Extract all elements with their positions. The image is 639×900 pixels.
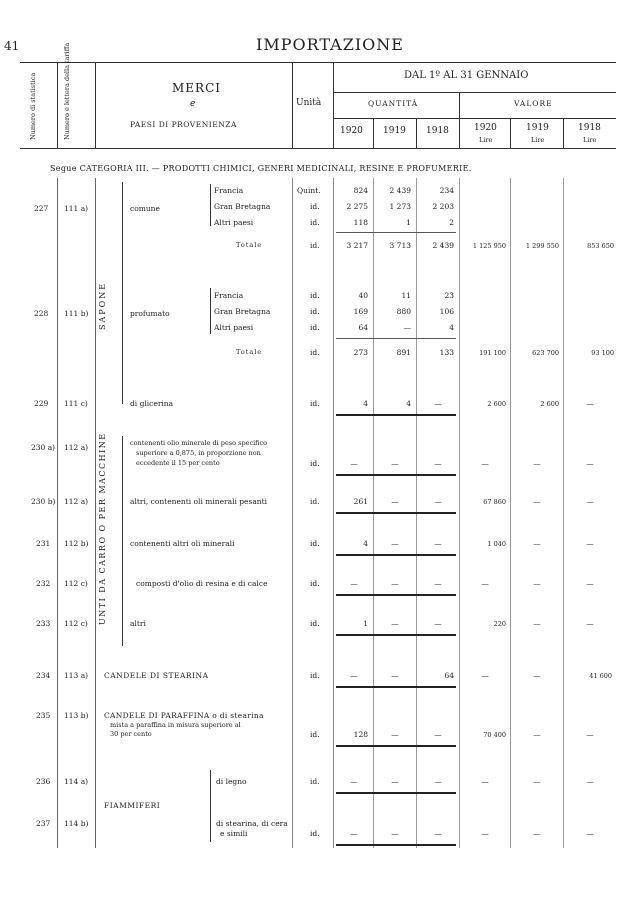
row-num: 231 xyxy=(36,539,51,548)
qty-1918: 64 xyxy=(444,671,454,680)
row-tariff: 112 c) xyxy=(64,579,88,588)
unit: id. xyxy=(310,291,320,300)
row-merce-line: di stearina, di cera xyxy=(216,819,288,828)
qty-1918: — xyxy=(434,579,442,588)
val-1920: 2 600 xyxy=(487,400,506,408)
val-1918: 93 100 xyxy=(591,349,614,357)
total-rule xyxy=(336,686,456,688)
country: Gran Bretagna xyxy=(214,307,271,316)
val-1919: 623 700 xyxy=(532,349,559,357)
sub-bracket xyxy=(210,770,211,842)
val-1920: 220 xyxy=(493,620,506,628)
qty-1919: 11 xyxy=(401,291,411,300)
group-bracket-unti xyxy=(122,436,123,646)
val-1920: — xyxy=(481,579,489,588)
total-rule xyxy=(336,844,456,846)
unit: id. xyxy=(310,202,320,211)
qty-1920: 40 xyxy=(358,291,368,300)
header-divider xyxy=(563,118,564,148)
e-heading: e xyxy=(190,99,196,109)
year-v-1920: 1920 xyxy=(474,123,497,133)
qty-1920: — xyxy=(350,579,358,588)
row-tariff: 111 c) xyxy=(64,399,88,408)
unit: id. xyxy=(310,539,320,548)
val-1919: 1 299 550 xyxy=(525,242,559,250)
country: Altri paesi xyxy=(214,323,254,332)
header-bottom-rule xyxy=(20,148,616,149)
qty-1919: — xyxy=(403,323,411,332)
qty-1918: — xyxy=(434,777,442,786)
header-divider xyxy=(95,62,96,148)
val-1918: — xyxy=(586,619,594,628)
row-num: 230 b) xyxy=(31,497,56,506)
group-label-sapone: SAPONE xyxy=(98,281,107,330)
val-1919: — xyxy=(533,497,541,506)
val-1918: 41 600 xyxy=(589,672,612,680)
qty-1920: 261 xyxy=(353,497,368,506)
row-merce-line: eccedente il 15 per cento xyxy=(136,459,220,467)
val-1919: — xyxy=(533,671,541,680)
qty-1918: — xyxy=(434,730,442,739)
row-merce: altri, contenenti oli minerali pesanti xyxy=(130,497,268,506)
qty-1919: — xyxy=(391,671,399,680)
lire-label: Lire xyxy=(479,136,493,144)
qty-1920: 169 xyxy=(353,307,368,316)
total-rule xyxy=(336,512,456,514)
country: Francia xyxy=(214,186,244,195)
val-1919: — xyxy=(533,730,541,739)
val-1919: — xyxy=(533,829,541,838)
body-rule xyxy=(333,178,334,848)
row-merce-line: CANDELE DI PARAFFINA o di stearina xyxy=(104,711,264,720)
qty-1919: 2 439 xyxy=(389,186,411,195)
row-tariff: 113 b) xyxy=(64,711,89,720)
header-divider xyxy=(416,118,417,148)
quantita-heading: QUANTITÀ xyxy=(368,99,419,108)
row-merce: contenenti altri oli minerali xyxy=(130,539,235,548)
qty-1919: — xyxy=(391,619,399,628)
val-1920: — xyxy=(481,777,489,786)
merci-heading: MERCI xyxy=(172,81,222,95)
qty-1920: — xyxy=(350,459,358,468)
qty-1920: — xyxy=(350,671,358,680)
row-tariff: 111 a) xyxy=(64,204,89,213)
row-num: 233 xyxy=(36,619,51,628)
qty-1918: 2 xyxy=(449,218,454,227)
val-1920: 191 100 xyxy=(479,349,506,357)
totale-label: Totale xyxy=(236,348,263,356)
qty-1918: 2 439 xyxy=(432,241,454,250)
qty-1919: 3 713 xyxy=(389,241,411,250)
unit: id. xyxy=(310,829,320,838)
row-tariff: 112 a) xyxy=(64,497,89,506)
row-merce-line: mista a paraffina in misura superiore al xyxy=(110,721,241,729)
row-tariff: 114 b) xyxy=(64,819,89,828)
body-rule xyxy=(563,178,564,848)
unit: id. xyxy=(310,348,320,357)
row-num: 236 xyxy=(36,777,51,786)
qty-1918: — xyxy=(434,619,442,628)
val-1918: 853 650 xyxy=(587,242,614,250)
qty-1918: 106 xyxy=(439,307,454,316)
sub-bracket xyxy=(210,184,211,226)
qty-1919: 880 xyxy=(396,307,411,316)
val-1918: — xyxy=(586,539,594,548)
val-1918: — xyxy=(586,459,594,468)
qty-1918: — xyxy=(434,399,442,408)
qty-1918: — xyxy=(434,829,442,838)
qty-1918: 133 xyxy=(439,348,454,357)
val-1920: 1 040 xyxy=(487,540,506,548)
unit: id. xyxy=(310,218,320,227)
row-tariff: 112 b) xyxy=(64,539,89,548)
val-1920: — xyxy=(481,829,489,838)
unit: id. xyxy=(310,399,320,408)
row-num: 228 xyxy=(34,309,49,318)
qty-1919: — xyxy=(391,579,399,588)
valore-heading: VALORE xyxy=(514,99,553,108)
subtotal-rule xyxy=(336,232,456,233)
unit: id. xyxy=(310,730,320,739)
total-rule xyxy=(336,634,456,636)
year-v-1918: 1918 xyxy=(578,123,601,133)
qty-1920: 64 xyxy=(358,323,368,332)
year-q-1920: 1920 xyxy=(340,126,363,136)
lire-label: Lire xyxy=(583,136,597,144)
qty-1920: 4 xyxy=(363,399,368,408)
qty-1919: 1 273 xyxy=(389,202,411,211)
qty-1918: — xyxy=(434,497,442,506)
period-heading: DAL 1º AL 31 GENNAIO xyxy=(404,70,529,81)
sub-bracket xyxy=(210,288,211,334)
total-rule xyxy=(336,745,456,747)
val-1919: 2 600 xyxy=(540,400,559,408)
val-1918: — xyxy=(586,497,594,506)
header-divider xyxy=(333,62,334,148)
row-num: 234 xyxy=(36,671,51,680)
qty-1918: — xyxy=(434,539,442,548)
row-tariff: 114 a) xyxy=(64,777,89,786)
group-bracket-sapone xyxy=(122,182,123,404)
unit: id. xyxy=(310,241,320,250)
qty-1919: — xyxy=(391,730,399,739)
val-1918: — xyxy=(586,399,594,408)
qty-1919: 891 xyxy=(396,348,411,357)
group-label-unti: UNTI DA CARRO O PER MACCHINE xyxy=(98,432,107,625)
body-rule xyxy=(510,178,511,848)
year-q-1919: 1919 xyxy=(383,126,406,136)
page-number: 41 xyxy=(4,39,20,53)
qty-1918: 234 xyxy=(439,186,454,195)
val-1920: — xyxy=(481,459,489,468)
header-divider xyxy=(57,62,58,148)
header-divider xyxy=(459,92,460,148)
qty-1918: 4 xyxy=(449,323,454,332)
country: Gran Bretagna xyxy=(214,202,271,211)
val-1918: — xyxy=(586,777,594,786)
qty-1919: — xyxy=(391,539,399,548)
qty-1919: — xyxy=(391,777,399,786)
paesi-heading: PAESI DI PROVENIENZA xyxy=(130,120,237,129)
qty-1920: 3 217 xyxy=(346,241,368,250)
year-q-1918: 1918 xyxy=(426,126,449,136)
total-rule xyxy=(336,792,456,794)
unit: id. xyxy=(310,671,320,680)
val-1918: — xyxy=(586,579,594,588)
total-rule xyxy=(336,594,456,596)
total-rule xyxy=(336,554,456,556)
qty-1919: 4 xyxy=(406,399,411,408)
qty-1920: 824 xyxy=(353,186,368,195)
qty-1920: — xyxy=(350,777,358,786)
row-merce: profumato xyxy=(130,309,170,318)
header-divider xyxy=(373,118,374,148)
header-divider xyxy=(510,118,511,148)
unit: id. xyxy=(310,777,320,786)
row-merce-line: 30 per cento xyxy=(110,730,152,738)
years-rule xyxy=(333,118,616,119)
row-tariff: 111 b) xyxy=(64,309,89,318)
group-label-fiammiferi: FIAMMIFERI xyxy=(104,801,161,810)
unita-heading: Unità xyxy=(296,98,322,108)
unit: id. xyxy=(310,619,320,628)
category-heading: Segue CATEGORIA III. — PRODOTTI CHIMICI, GENERI MEDICINALI, RESINE E PROFUMERIE. xyxy=(50,164,472,173)
val-1918: — xyxy=(586,730,594,739)
val-1920: 1 125 950 xyxy=(472,242,506,250)
row-merce-line: contenenti olio minerale di peso specifico xyxy=(130,439,268,447)
qty-1920: 2 275 xyxy=(346,202,368,211)
unit: Quint. xyxy=(297,186,321,195)
row-merce: di legno xyxy=(216,777,247,786)
row-num: 237 xyxy=(36,819,51,828)
qty-1920: 4 xyxy=(363,539,368,548)
val-1918: — xyxy=(586,829,594,838)
row-num: 227 xyxy=(34,204,49,213)
val-1919: — xyxy=(533,539,541,548)
qty-1920: 128 xyxy=(353,730,368,739)
total-rule xyxy=(336,474,456,476)
val-1920: 70 400 xyxy=(483,731,506,739)
qty-1920: 273 xyxy=(353,348,368,357)
qty-1920: 1 xyxy=(363,619,368,628)
unit: id. xyxy=(310,579,320,588)
val-1919: — xyxy=(533,619,541,628)
val-1919: — xyxy=(533,777,541,786)
body-rule xyxy=(459,178,460,848)
qty-1919: — xyxy=(391,497,399,506)
val-1919: — xyxy=(533,459,541,468)
unit: id. xyxy=(310,323,320,332)
row-tariff: 112 a) xyxy=(64,443,89,452)
row-merce: comune xyxy=(130,204,160,213)
row-merce: CANDELE DI STEARINA xyxy=(104,671,209,680)
page-title: IMPORTAZIONE xyxy=(256,35,404,54)
qty-1918: — xyxy=(434,459,442,468)
col-header-numero-statistica: Numero di statistica xyxy=(29,72,37,140)
totale-label: Totale xyxy=(236,241,263,249)
qty-1919: — xyxy=(391,459,399,468)
qty-1918: 23 xyxy=(444,291,454,300)
row-merce-line: superiore a 0,875, in proporzione non xyxy=(136,449,261,457)
row-num: 229 xyxy=(34,399,49,408)
qty-1919: 1 xyxy=(406,218,411,227)
header-top-rule xyxy=(20,62,616,63)
val-1920: — xyxy=(481,671,489,680)
body-rule xyxy=(57,178,58,848)
row-merce-line: e simili xyxy=(220,829,248,838)
row-merce: composti d'olio di resina e di calce xyxy=(136,579,268,588)
qty-1920: — xyxy=(350,829,358,838)
period-rule xyxy=(333,92,616,93)
qty-1918: 2 203 xyxy=(432,202,454,211)
qty-1920: 118 xyxy=(353,218,368,227)
unit: id. xyxy=(310,459,320,468)
year-v-1919: 1919 xyxy=(526,123,549,133)
lire-label: Lire xyxy=(531,136,545,144)
row-merce: di glicerina xyxy=(130,399,174,408)
row-tariff: 112 c) xyxy=(64,619,88,628)
subtotal-rule xyxy=(336,338,456,339)
row-tariff: 113 a) xyxy=(64,671,89,680)
row-num: 235 xyxy=(36,711,51,720)
country: Francia xyxy=(214,291,244,300)
body-rule xyxy=(292,178,293,848)
total-rule xyxy=(336,414,456,416)
country: Altri paesi xyxy=(214,218,254,227)
val-1919: — xyxy=(533,579,541,588)
row-num: 230 a) xyxy=(31,443,56,452)
qty-1919: — xyxy=(391,829,399,838)
unit: id. xyxy=(310,497,320,506)
col-header-numero-tariffa: Numero e lettera della tariffa xyxy=(63,42,71,140)
body-rule xyxy=(95,178,96,848)
row-merce: altri xyxy=(130,619,146,628)
unit: id. xyxy=(310,307,320,316)
val-1920: 67 860 xyxy=(483,498,506,506)
header-divider xyxy=(292,62,293,148)
row-num: 232 xyxy=(36,579,51,588)
